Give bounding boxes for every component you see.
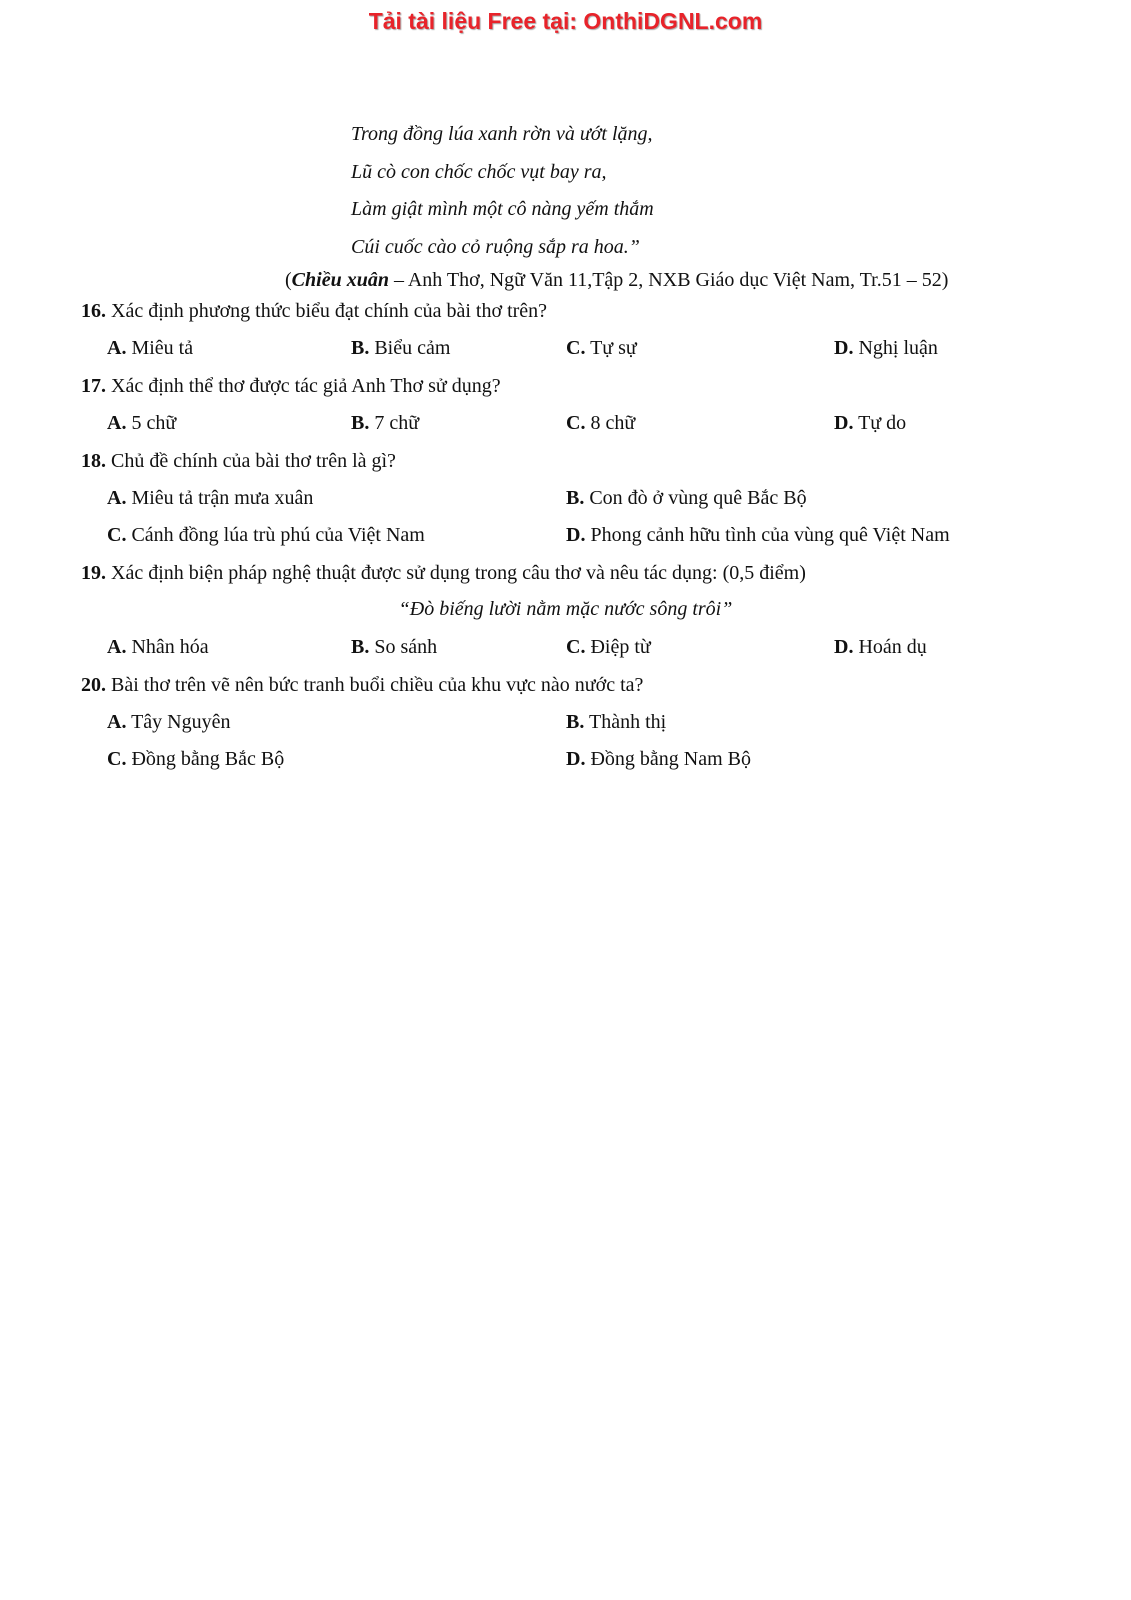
question-number: 20. [81,674,106,696]
question-18 [81,450,396,473]
option-18d [566,524,950,547]
question-text: Xác định biện pháp nghệ thuật được sử dụng trong câu thơ và nêu tác dụng: (0,5 điểm) [106,562,806,584]
option-letter: C. [566,412,586,434]
poem-line: Cúi cuốc cào cỏ ruộng sắp ra hoa.” [351,235,640,258]
option-18c [107,524,425,547]
poem-line: Trong đồng lúa xanh rờn và ướt lặng, [351,123,653,145]
poem-line: Làm giật mình một cô nàng yếm thắm [351,198,654,220]
option-16b [351,337,450,360]
option-letter: A. [107,487,127,509]
option-text: 5 chữ [126,412,177,434]
option-20d [566,748,751,771]
option-text: Miêu tả [126,337,194,359]
site-banner[interactable]: Tải tài liệu Free tại: OnthiDGNL.com [368,8,763,34]
option-16d [834,337,938,360]
option-text: Cánh đồng lúa trù phú của Việt Nam [126,524,425,546]
option-text: Con đò ở vùng quê Bắc Bộ [584,487,807,509]
option-letter: D. [566,748,586,770]
option-20a [107,711,231,734]
option-letter: D. [566,524,586,546]
option-letter: D. [834,412,854,434]
option-16a [107,337,193,360]
option-text: Nghị luận [853,337,938,359]
option-letter: A. [107,636,127,658]
option-20c [107,748,284,771]
option-letter: A. [107,337,127,359]
option-text: Điệp từ [585,636,651,658]
source-title: Chiều xuân [291,269,389,291]
option-text: So sánh [369,636,438,658]
option-text: Miêu tả trận mưa xuân [126,487,314,509]
question-text: Bài thơ trên vẽ nên bức tranh buổi chiều của khu vực nào nước ta? [106,674,644,696]
option-text: Tự do [853,412,907,434]
poem-source [285,265,948,295]
option-letter: A. [107,412,127,434]
source-open-paren: ( [285,269,292,291]
question-20 [81,674,643,697]
option-18b [566,487,807,510]
option-letter: B. [566,487,585,509]
option-letter: C. [107,524,127,546]
option-letter: C. [566,636,586,658]
option-17d [834,412,906,435]
poem-line: Lũ cò con chốc chốc vụt bay ra, [351,160,607,183]
poem-excerpt [351,116,654,266]
option-text: Phong cảnh hữu tình của vùng quê Việt Nam [585,524,950,546]
option-19b [351,636,437,659]
option-text: Nhân hóa [126,636,209,658]
option-letter: C. [107,748,127,770]
option-18a [107,487,313,510]
option-17b [351,412,419,435]
option-text: Thành thị [584,711,667,733]
question-text: Xác định phương thức biểu đạt chính của bài thơ trên? [106,300,548,322]
option-text: Đồng bằng Nam Bộ [585,748,751,770]
option-19a [107,636,209,659]
question-number: 19. [81,562,106,584]
option-letter: B. [351,337,370,359]
option-letter: B. [351,412,370,434]
option-19c [566,636,651,659]
option-text: Tự sự [585,337,637,359]
option-letter: B. [566,711,585,733]
option-19d [834,636,927,659]
question-number: 18. [81,450,106,472]
question-16 [81,300,547,323]
option-text: Tây Nguyên [126,711,231,733]
option-text: Biểu cảm [369,337,451,359]
option-text: Đồng bằng Bắc Bộ [126,748,285,770]
quoted-verse: “Đò biếng lười nằm mặc nước sông trôi” [398,598,733,620]
option-17c [566,412,635,435]
option-16c [566,337,637,360]
question-text: Xác định thể thơ được tác giả Anh Thơ sử dụng? [106,375,501,397]
option-letter: A. [107,711,127,733]
option-text: Hoán dụ [853,636,927,658]
question-text: Chủ đề chính của bài thơ trên là gì? [106,450,396,472]
option-20b [566,711,666,734]
source-citation: – Anh Thơ, Ngữ Văn 11,Tập 2, NXB Giáo dục Việt Nam, Tr.51 – 52) [388,269,949,291]
option-letter: D. [834,636,854,658]
option-text: 7 chữ [369,412,420,434]
question-17 [81,375,501,398]
option-letter: D. [834,337,854,359]
option-17a [107,412,176,435]
question-19 [81,562,806,585]
option-letter: B. [351,636,370,658]
question-number: 16. [81,300,106,322]
question-number: 17. [81,375,106,397]
option-letter: C. [566,337,586,359]
option-text: 8 chữ [585,412,636,434]
